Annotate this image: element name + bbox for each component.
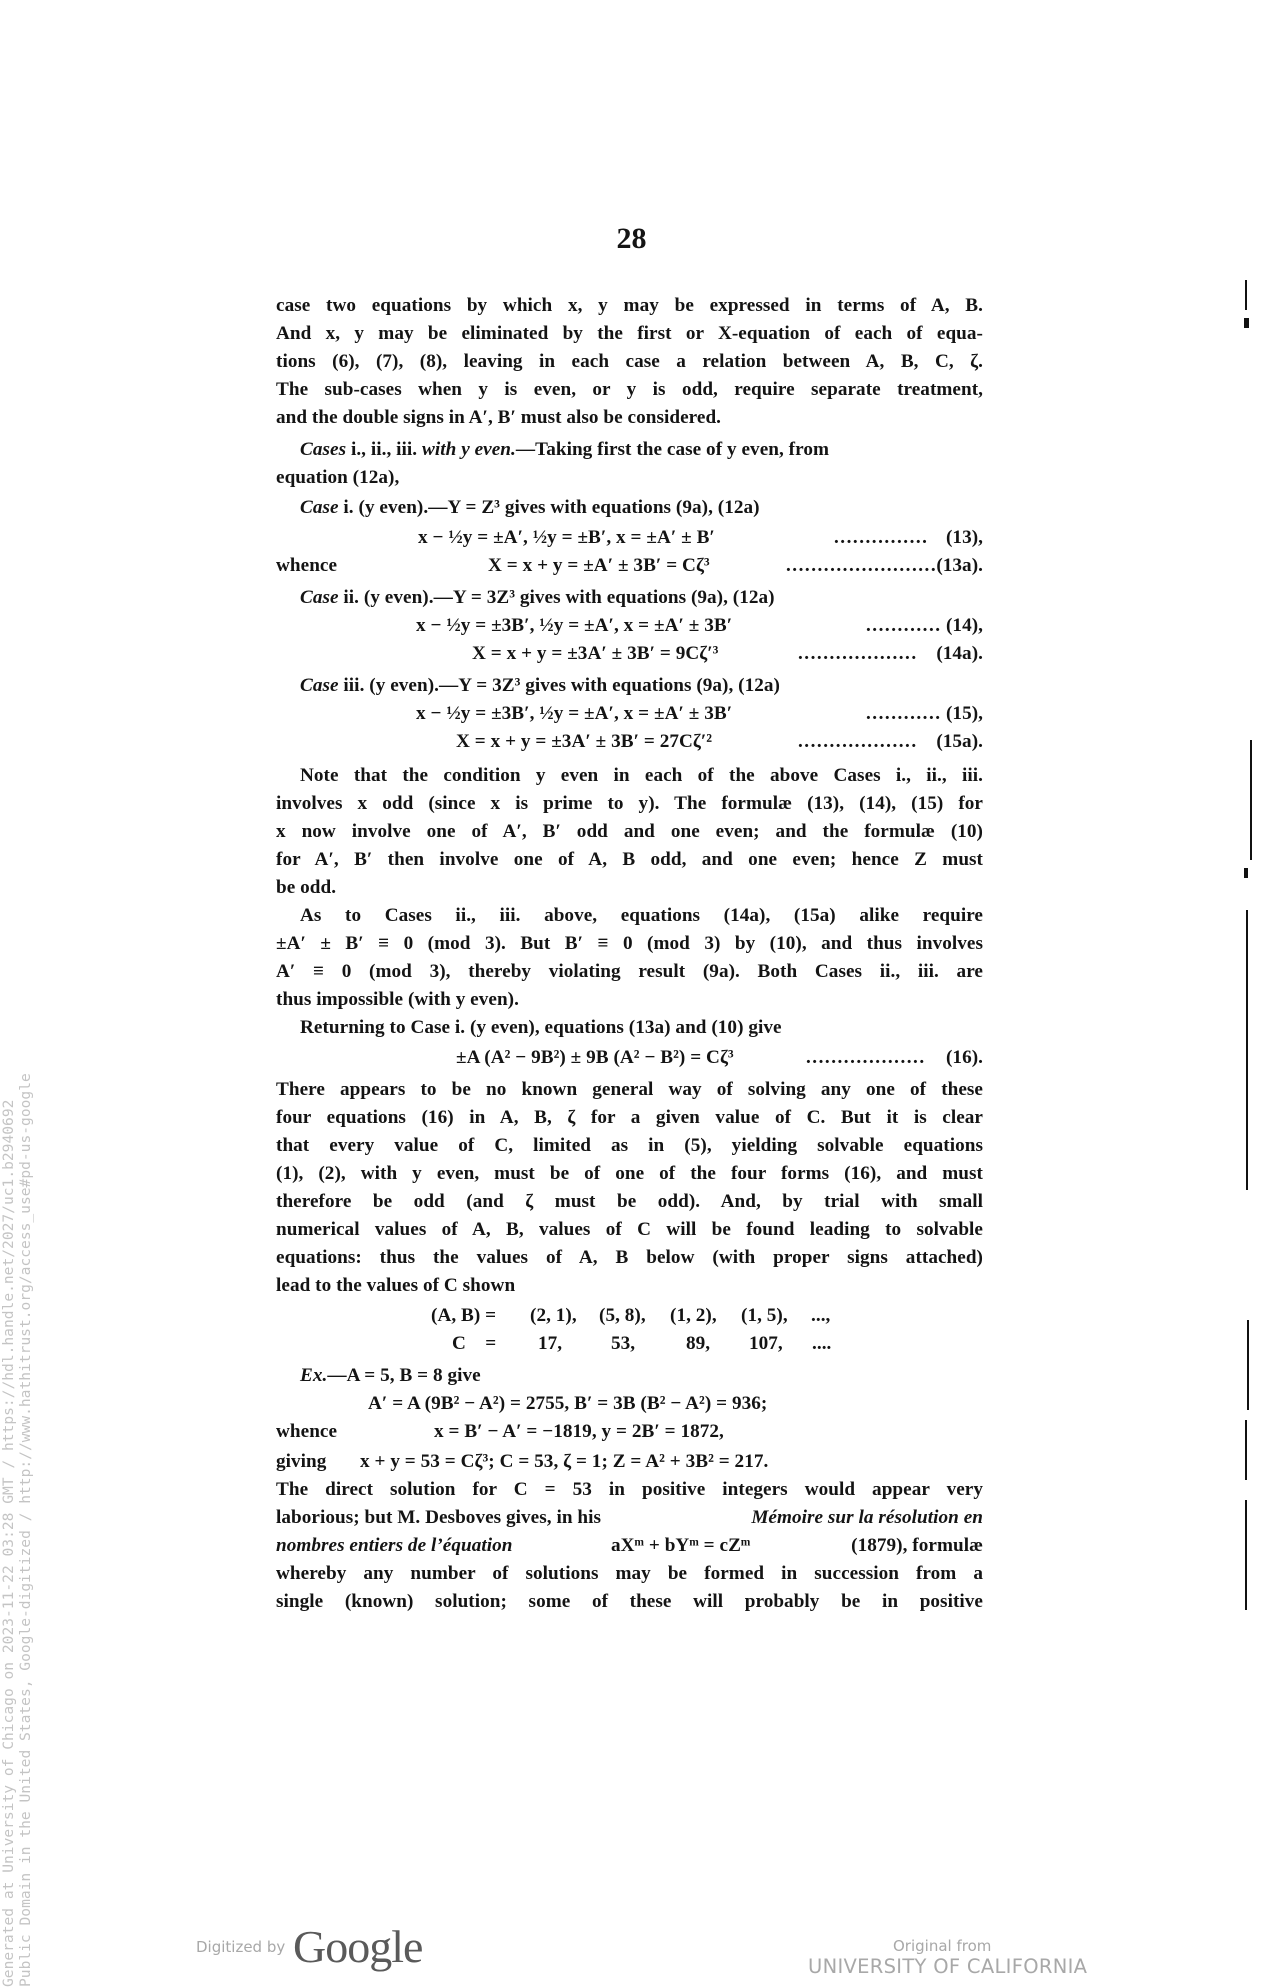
text-line: whereby any number of solutions may be formed in succession from a — [276, 1563, 983, 1584]
equation-number: (13), — [945, 527, 983, 548]
text-line: that every value of C, limited as in (5), yielding solvable equations — [276, 1135, 983, 1156]
book-title: nombres entiers de l’équation — [276, 1535, 513, 1556]
cases-label: Cases — [300, 439, 347, 460]
dot-leader: ............ — [866, 703, 942, 724]
equation-text: X = x + y = ±A′ ± 3B′ = Cζ³ — [488, 555, 710, 576]
case-iii-heading — [300, 672, 983, 700]
case-label: Case — [300, 675, 339, 696]
scan-edge-mark — [1245, 1500, 1247, 1610]
text-line: thus impossible (with y even). — [276, 989, 519, 1010]
scan-edge-mark — [1244, 318, 1249, 328]
equation-number: (14), — [945, 615, 983, 636]
original-from-label: Original from — [893, 1937, 992, 1955]
text-line — [276, 1532, 983, 1560]
scan-edge-mark — [1246, 910, 1248, 1190]
google-logo: Google — [293, 1921, 423, 1972]
example-eq3 — [276, 1448, 983, 1476]
text-line: four equations (16) in A, B, ζ for a given value of C. But it is clear — [276, 1107, 983, 1128]
equation-number: (15a). — [936, 731, 983, 752]
text-line: As to Cases ii., iii. above, equations (14a), (15a) alike require — [300, 905, 983, 926]
example-eq1 — [276, 1390, 983, 1418]
equation-15a — [276, 728, 983, 756]
page-number: 28 — [616, 222, 647, 255]
c-value: 17, — [538, 1333, 563, 1354]
hathitrust-watermark — [0, 1073, 34, 1987]
equation-14a — [276, 640, 983, 668]
ab-value: (1, 2), — [670, 1305, 717, 1326]
equation-text: x − ½y = ±3B′, ½y = ±A′, x = ±A′ ± 3B′ — [416, 615, 733, 636]
text-line: The sub-cases when y is even, or y is odd, require separate treatment, — [276, 379, 983, 400]
case-heading-text: iii. (y even).—Y = 3Z³ gives with equations (9a), (12a) — [338, 675, 780, 696]
case-heading-text: ii. (y even).—Y = 3Z³ gives with equations (9a), (12a) — [338, 587, 775, 608]
equation-number: (15), — [945, 703, 983, 724]
equation-13 — [276, 524, 983, 552]
text-line: case two equations by which x, y may be expressed in terms of A, B. — [276, 295, 983, 316]
book-title: Mémoire sur la résolution en — [751, 1507, 983, 1528]
text-line: ±A′ ± B′ ≡ 0 (mod 3). But B′ ≡ 0 (mod 3) by (10), and thus involves — [276, 933, 983, 954]
scan-edge-mark — [1244, 868, 1248, 878]
example-heading — [300, 1362, 983, 1390]
equation-text: X = x + y = ±3A′ ± 3B′ = 27Cζ′² — [456, 731, 713, 752]
equation-15 — [276, 700, 983, 728]
c-value: 53, — [611, 1333, 636, 1354]
text-span: laborious; but M. Desboves gives, in his — [276, 1507, 602, 1528]
text-line: numerical values of A, B, values of C will be found leading to solvable — [276, 1219, 983, 1240]
ab-value: (5, 8), — [599, 1305, 646, 1326]
c-values-row — [276, 1330, 983, 1358]
c-value: .... — [812, 1333, 832, 1354]
digitized-by-label: Digitized by — [196, 1938, 286, 1956]
equation-number: (13a). — [936, 555, 983, 576]
text-line: single (known) solution; some of these will probably be in positive — [276, 1591, 983, 1612]
text-line — [276, 1504, 983, 1532]
dot-leader: ............... — [834, 527, 929, 548]
dot-leader: ............ — [866, 615, 942, 636]
equation-text: x − ½y = ±3B′, ½y = ±A′, x = ±A′ ± 3B′ — [416, 703, 733, 724]
scan-edge-mark — [1247, 1320, 1249, 1410]
scan-edge-mark — [1245, 1420, 1247, 1480]
whence-label: whence — [276, 1421, 338, 1442]
example-heading-text: —A = 5, B = 8 give — [327, 1365, 481, 1386]
text-line: Note that the condition y even in each of the above Cases i., ii., iii. — [300, 765, 983, 786]
equation-number: (14a). — [936, 643, 983, 664]
dot-leader: ................... — [806, 1047, 926, 1068]
dot-leader: ........................ — [786, 555, 938, 576]
dot-leader: ................... — [798, 643, 918, 664]
text-line: lead to the values of C shown — [276, 1275, 516, 1296]
example-label: Ex. — [300, 1365, 328, 1386]
text-line: equation (12a), — [276, 467, 400, 488]
equation-text: ±A (A² − 9B²) ± 9B (A² − B²) = Cζ³ — [456, 1047, 734, 1068]
c-value: 107, — [749, 1333, 783, 1354]
text-line: involves x odd (since x is prime to y). The formulæ (13), (14), (15) for — [276, 793, 983, 814]
text-line: equations: thus the values of A, B below (with proper signs attached) — [276, 1247, 983, 1268]
institution-name: UNIVERSITY OF CALIFORNIA — [808, 1955, 1088, 1978]
case-i-heading — [300, 494, 983, 522]
ab-label: (A, B) = — [431, 1305, 497, 1326]
text-line: (1), (2), with y even, must be of one of the four forms (16), and must — [276, 1163, 983, 1184]
text-line: tions (6), (7), (8), leaving in each case a relation between A, B, C, ζ. — [276, 351, 983, 372]
whence-label: whence — [276, 555, 338, 576]
ab-value: (1, 5), — [741, 1305, 788, 1326]
equation-text: aXᵐ + bYᵐ = cZᵐ — [611, 1535, 751, 1556]
ab-values-row — [276, 1302, 983, 1330]
equation-text: x = B′ − A′ = −1819, y = 2B′ = 1872, — [434, 1421, 724, 1442]
equation-text: A′ = A (9B² − A²) = 2755, B′ = 3B (B² − A²) = 936; — [368, 1393, 768, 1414]
dot-leader: ................... — [798, 731, 918, 752]
text-line: And x, y may be eliminated by the first or X-equation of each of equa- — [276, 323, 983, 344]
example-eq2 — [276, 1418, 983, 1446]
text-line: and the double signs in A′, B′ must also be considered. — [276, 407, 722, 428]
case-ii-heading — [300, 584, 983, 612]
case-heading-text: i. (y even).—Y = Z³ gives with equations (9a), (12a) — [338, 497, 760, 518]
equation-16 — [276, 1044, 983, 1072]
cases-rest: —Taking first the case of y even, from — [515, 439, 830, 460]
ab-value: (2, 1), — [530, 1305, 577, 1326]
text-line: A′ ≡ 0 (mod 3), thereby violating result (9a). Both Cases ii., iii. are — [276, 961, 983, 982]
cases-roman: i., ii., iii. — [346, 439, 423, 460]
cases-heading — [300, 436, 983, 464]
equation-14 — [276, 612, 983, 640]
equation-text: X = x + y = ±3A′ ± 3B′ = 9Cζ′³ — [472, 643, 719, 664]
text-line: There appears to be no known general way of solving any one of these — [276, 1079, 983, 1100]
text-line: The direct solution for C = 53 in positive integers would appear very — [276, 1479, 983, 1500]
ab-value: ..., — [811, 1305, 831, 1326]
c-label: C = — [452, 1333, 497, 1354]
equation-text: x + y = 53 = Cζ³; C = 53, ζ = 1; Z = A² + 3B² = 217. — [360, 1451, 769, 1472]
watermark-line: Generated at University of Chicago on 2023-11-22 03:28 GMT / https://hdl.handle.net/2027/uc1.b2940692 — [0, 1099, 17, 1987]
case-label: Case — [300, 497, 339, 518]
equation-number: (16). — [945, 1047, 983, 1068]
scan-edge-mark — [1250, 740, 1252, 860]
text-line: therefore be odd (and ζ must be odd). And, by trial with small — [276, 1191, 983, 1212]
scan-edge-mark — [1245, 280, 1247, 310]
watermark-line: Public Domain in the United States, Google-digitized / http://www.hathitrust.org/access_use#pd-us-google — [17, 1073, 34, 1987]
equation-13a — [276, 552, 983, 580]
giving-label: giving — [276, 1451, 327, 1472]
text-line: for A′, B′ then involve one of A, B odd, and one even; hence Z must — [276, 849, 983, 870]
c-value: 89, — [686, 1333, 711, 1354]
text-span: (1879), formulæ — [851, 1535, 983, 1556]
text-line: be odd. — [276, 877, 337, 898]
text-line: Returning to Case i. (y even), equations (13a) and (10) give — [300, 1017, 782, 1038]
cases-condition: with y even. — [422, 439, 516, 460]
equation-text: x − ½y = ±A′, ½y = ±B′, x = ±A′ ± B′ — [418, 527, 715, 548]
text-line: x now involve one of A′, B′ odd and one even; and the formulæ (10) — [276, 821, 983, 842]
case-label: Case — [300, 587, 339, 608]
